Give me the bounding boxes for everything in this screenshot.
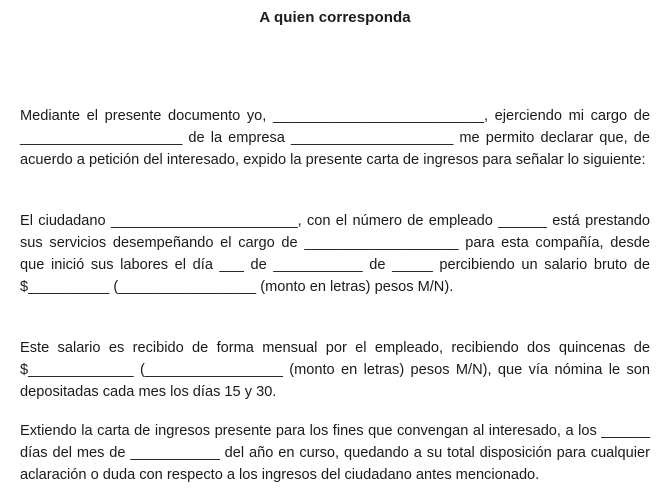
paragraph-declaration: Mediante el presente documento yo, __________________________, ejerciendo mi cargo de ____________________ de la empresa ____________________ me permito declarar que, de acuerdo a petición del interesado, expido la presente carta de ingresos para señalar lo siguiente: bbox=[20, 107, 650, 168]
letter-title: A quien corresponda bbox=[259, 9, 411, 26]
paragraph-salary: Este salario es recibido de forma mensual por el empleado, recibiendo dos quincenas de $_____________ (_________________ (monto en letras) pesos M/N), que vía nómina le son depositadas cada mes los días 15 y 30. bbox=[20, 339, 650, 400]
paragraph-closing: Extiendo la carta de ingresos presente para los fines que convengan al interesado, a los ______ días del mes de ___________ del año en curso, quedando a su total disposición para cualquier aclaración o duda con respecto a los ingresos del ciudadano antes mencionado. bbox=[20, 422, 650, 483]
paragraph-employment: El ciudadano _______________________, con el número de empleado ______ está prestando sus servicios desempeñando el cargo de ___________________ para esta compañía, desde que inició sus labores el día ___ de ___________ de _____ percibiendo un salario bruto de $__________ (_________________ (monto en letras) pesos M/N). bbox=[20, 212, 650, 295]
